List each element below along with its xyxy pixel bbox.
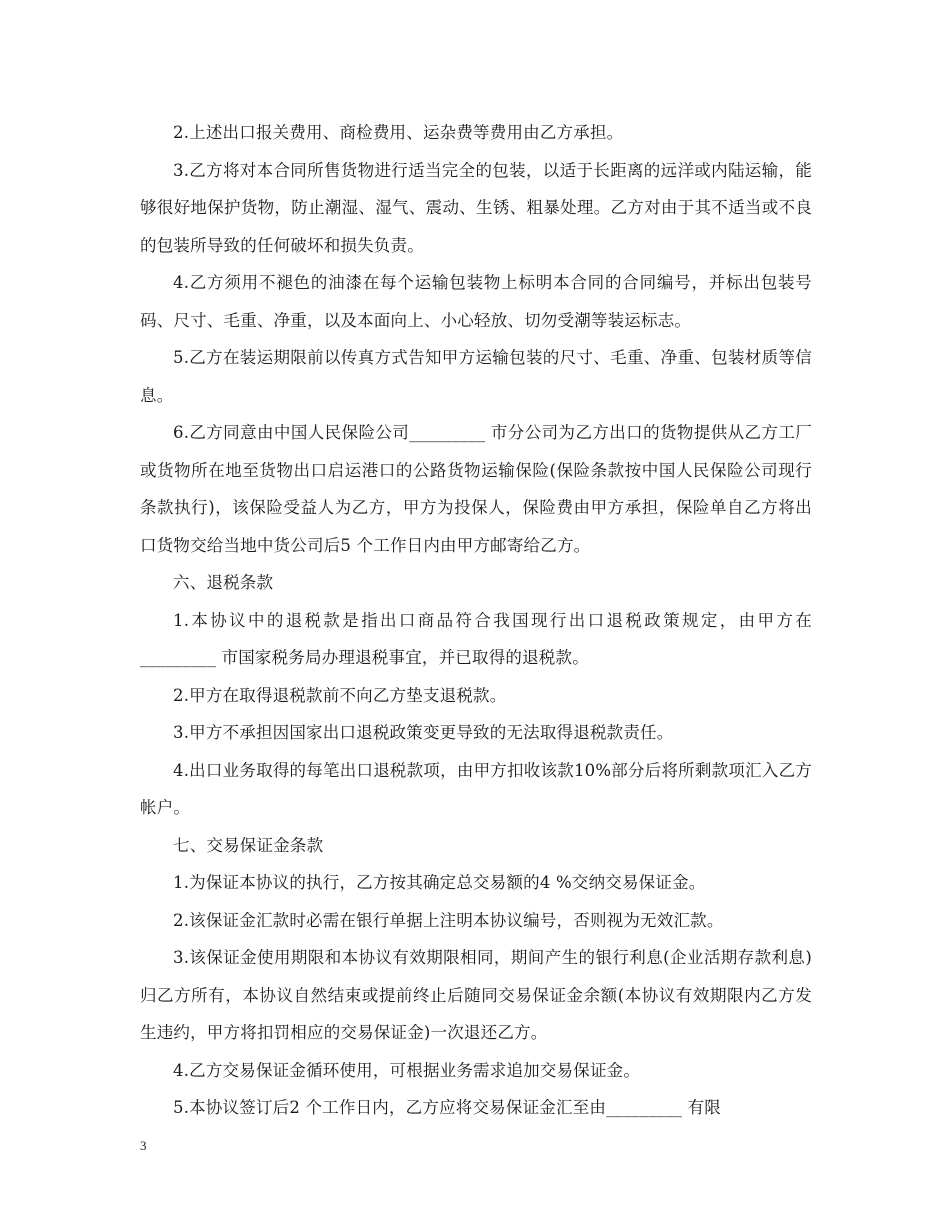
section-heading-tax-refund: 六、退税条款 bbox=[173, 573, 274, 592]
paragraph-refund-deduction: 4.出口业务取得的每笔出口退税款项，由甲方扣收该款10%部分后将所剩款项汇入乙方帐户。 bbox=[140, 760, 812, 817]
paragraph-deposit-remittance: 2.该保证金汇款时必需在银行单据上注明本协议编号，否则视为无效汇款。 bbox=[173, 910, 724, 930]
paragraph-deposit-transfer: 5.本协议签订后2 个工作日内，乙方应将交易保证金汇至由_________ 有限 bbox=[173, 1098, 721, 1117]
paragraph-fax-notice: 5.乙方在装运期限前以传真方式告知甲方运输包装的尺寸、毛重、净重、包装材质等信息。 bbox=[140, 348, 812, 405]
paragraph-packaging: 3.乙方将对本合同所售货物进行适当完全的包装，以适于长距离的远洋或内陆运输，能够很好地保护货物，防止潮湿、湿气、震动、生锈、粗暴处理。乙方对由于其不适当或不良的包装所导致的任何破坏和损失负责。 bbox=[140, 160, 812, 255]
paragraph-deposit-reuse: 4.乙方交易保证金循环使用，可根据业务需求追加交易保证金。 bbox=[173, 1060, 641, 1080]
paragraph-refund-definition: 1.本协议中的退税款是指出口商品符合我国现行出口退税政策规定，由甲方在_________ 市国家税务局办理退税事宜，并已取得的退税款。 bbox=[140, 610, 812, 667]
paragraph-export-fees: 2.上述出口报关费用、商检费用、运杂费等费用由乙方承担。 bbox=[173, 123, 624, 142]
page-number: 3 bbox=[140, 1138, 147, 1153]
section-heading-deposit: 七、交易保证金条款 bbox=[173, 835, 324, 855]
paragraph-refund-advance: 2.甲方在取得退税款前不向乙方垫支退税款。 bbox=[173, 685, 507, 705]
paragraph-deposit-term: 3.该保证金使用期限和本协议有效期限相同，期间产生的银行利息(企业活期存款利息)归乙方所有，本协议自然结束或提前终止后随同交易保证金余额(本协议有效期限内乙方发生违约，甲方将扣罚相应的交易保证金)一次退还乙方。 bbox=[140, 948, 812, 1042]
paragraph-refund-policy: 3.甲方不承担因国家出口退税政策变更导致的无法取得退税款责任。 bbox=[173, 723, 674, 742]
document-body bbox=[140, 114, 812, 1127]
paragraph-shipping-marks: 4.乙方须用不褪色的油漆在每个运输包装物上标明本合同的合同编号，并标出包装号码、尺寸、毛重、净重，以及本面向上、小心轻放、切勿受潮等装运标志。 bbox=[140, 273, 812, 330]
paragraph-insurance: 6.乙方同意由中国人民保险公司_________ 市分公司为乙方出口的货物提供从乙方工厂或货物所在地至货物出口启运港口的公路货物运输保险(保险条款按中国人民保险公司现行条款执行)，该保险受益人为乙方，甲方为投保人，保险费由甲方承担，保险单自乙方将出口货物交给当地中货公司后5 个工作日内由甲方邮寄给乙方。 bbox=[140, 423, 812, 555]
paragraph-deposit-rate: 1.为保证本协议的执行，乙方按其确定总交易额的4 %交纳交易保证金。 bbox=[173, 873, 706, 892]
